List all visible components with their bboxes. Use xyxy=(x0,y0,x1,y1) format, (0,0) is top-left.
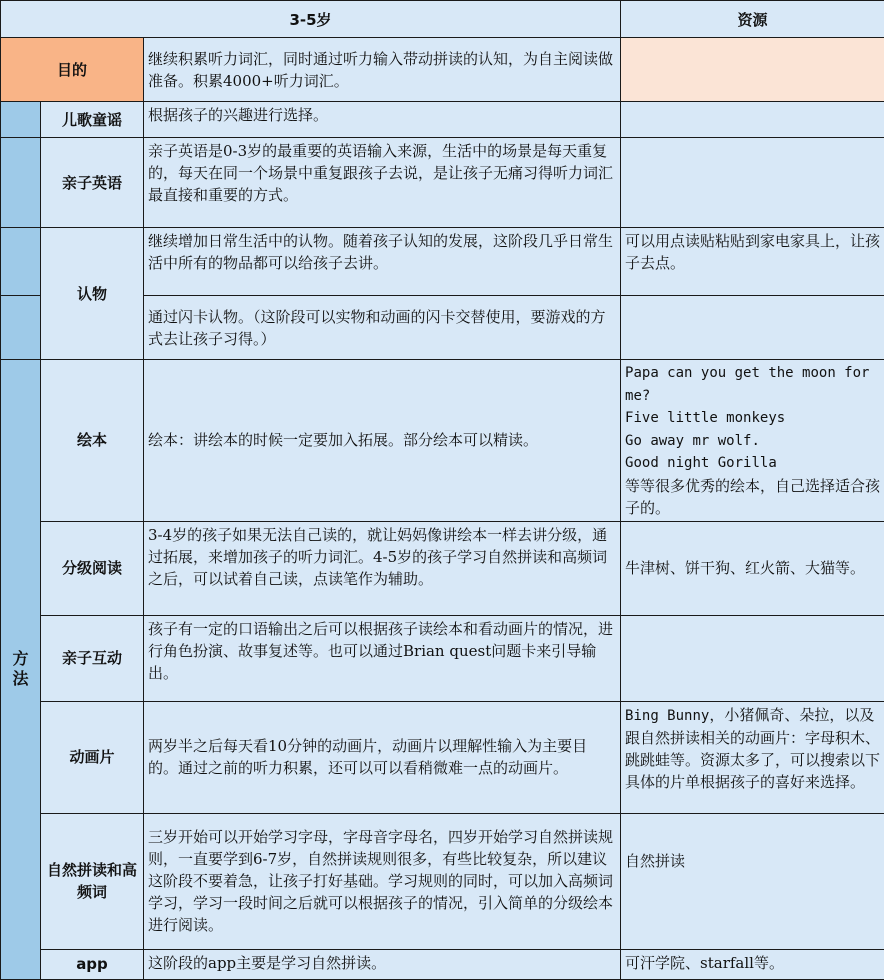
graded-reading-desc: 3-4岁的孩子如果无法自己读的，就让妈妈像讲绘本一样去讲分级，通过拓展，来增加孩子的听力词汇。4-5岁的孩子学习自然拼读和高频词之后，可以试着自己读，点读笔作为辅助。 xyxy=(144,521,621,615)
app-resource: 可汗学院、starfall等。 xyxy=(621,949,884,979)
cartoon-title-en: Bing Bunny xyxy=(625,707,710,724)
age-range-header: 3-5岁 xyxy=(1,1,621,38)
graded-reading-label: 分级阅读 xyxy=(41,521,144,615)
method-char-2: 法 xyxy=(12,669,29,689)
cartoons-resource xyxy=(621,701,884,813)
book-title: Papa can you get the moon for me? xyxy=(625,365,870,404)
recognize-desc-2: 通过闪卡认物。（这阶段可以实物和动画的闪卡交替使用，要游戏的方式去让孩子习得。） xyxy=(144,296,621,360)
goal-label: 目的 xyxy=(1,38,144,102)
parent-english-resource xyxy=(621,138,884,228)
recognize-resource-2 xyxy=(621,296,884,360)
picture-books-note: 等等很多优秀的绘本，自己选择适合孩子的。 xyxy=(625,476,881,517)
app-desc: 这阶段的app主要是学习自然拼读。 xyxy=(144,949,621,979)
method-label xyxy=(1,360,41,980)
cartoons-desc: 两岁半之后每天看10分钟的动画片，动画片以理解性输入为主要目的。通过之前的听力积累，还可以可以看稍微难一点的动画片。 xyxy=(144,701,621,813)
nursery-desc: 根据孩子的兴趣进行选择。 xyxy=(144,102,621,138)
phonics-desc: 三岁开始可以开始学习字母，字母音字母名，四岁开始学习自然拼读规则，一直要学到6-7岁，自然拼读规则很多，有些比较复杂，所以建议这阶段不要着急，让孩子打好基础。学习规则的同时，可以加入高频词学习，学习一段时间之后就可以根据孩子的情况，引入简单的分级绘本进行阅读。 xyxy=(144,813,621,949)
cartoons-resource-text: ，小猪佩奇、朵拉，以及跟自然拼读相关的动画片：字母积木、跳跳蛙等。资源太多了，可以搜索以下具体的片单根据孩子的喜好来选择。 xyxy=(625,705,881,791)
parent-english-label: 亲子英语 xyxy=(41,138,144,228)
method-side-upper xyxy=(1,138,41,228)
recognize-label: 认物 xyxy=(41,228,144,360)
parent-english-desc: 亲子英语是0-3岁的最重要的英语输入来源，生活中的场景是每天重复的，每天在同一个场景中重复跟孩子去说，是让孩子无痛习得听力词汇最直接和重要的方式。 xyxy=(144,138,621,228)
graded-reading-resource: 牛津树、饼干狗、红火箭、大猫等。 xyxy=(621,521,884,615)
phonics-resource: 自然拼读 xyxy=(621,813,884,949)
phonics-label: 自然拼读和高频词 xyxy=(41,813,144,949)
goal-text: 继续积累听力词汇，同时通过听力输入带动拼读的认知，为自主阅读做准备。积累4000+听力词汇。 xyxy=(144,38,621,102)
recognize-desc-1: 继续增加日常生活中的认物。随着孩子认知的发展，这阶段几乎日常生活中所有的物品都可以给孩子去讲。 xyxy=(144,228,621,296)
nursery-resource xyxy=(621,102,884,138)
app-label: app xyxy=(41,949,144,979)
cartoons-label: 动画片 xyxy=(41,701,144,813)
book-title: Good night Gorilla xyxy=(625,455,777,471)
method-char-1: 方 xyxy=(12,649,29,669)
picture-books-resource xyxy=(621,360,884,522)
recognize-resource-1: 可以用点读贴粘贴到家电家具上，让孩子去点。 xyxy=(621,228,884,296)
picture-books-label: 绘本 xyxy=(41,360,144,522)
interaction-resource xyxy=(621,615,884,701)
book-title: Go away mr wolf. xyxy=(625,432,760,449)
method-side-mid xyxy=(1,228,41,296)
resources-header: 资源 xyxy=(621,1,884,38)
picture-books-desc: 绘本：讲绘本的时候一定要加入拓展。部分绘本可以精读。 xyxy=(144,360,621,522)
goal-resource-cell xyxy=(621,38,884,102)
interaction-label: 亲子互动 xyxy=(41,615,144,701)
book-title: Five little monkeys xyxy=(625,410,786,426)
interaction-desc: 孩子有一定的口语输出之后可以根据孩子读绘本和看动画片的情况，进行角色扮演、故事复述等。也可以通过Brian quest问题卡来引导输出。 xyxy=(144,615,621,701)
nursery-label: 儿歌童谣 xyxy=(41,102,144,138)
method-side-lower-1 xyxy=(1,296,41,360)
method-side-top xyxy=(1,102,41,138)
